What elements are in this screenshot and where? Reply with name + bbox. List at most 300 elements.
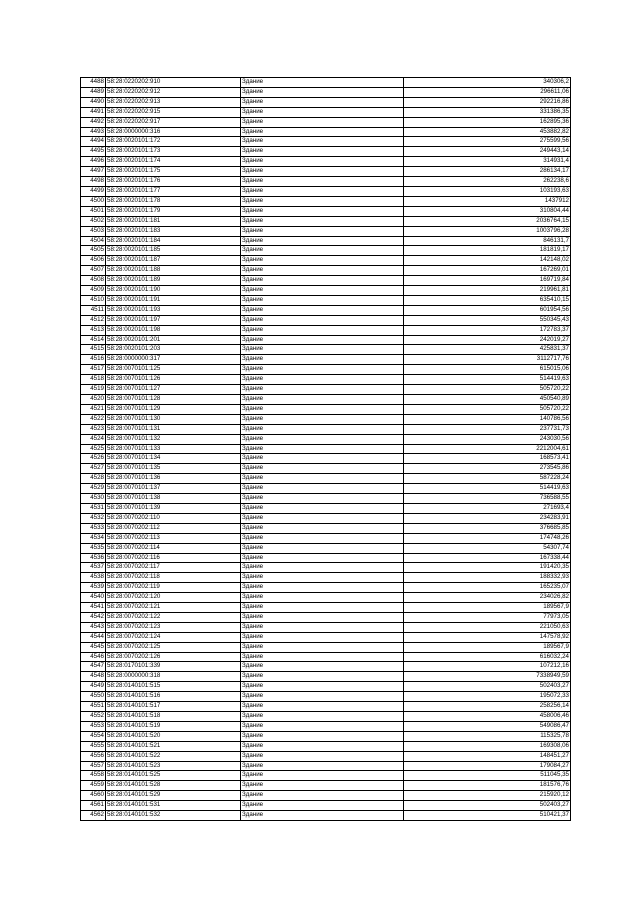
row-number: 4531 <box>81 503 106 513</box>
cadastral-value: 458006,46 <box>404 712 571 722</box>
cadastral-number: 58:28:0020101:177 <box>106 186 241 196</box>
object-type: Здание <box>241 702 404 712</box>
cadastral-number: 58:28:0070202:113 <box>106 533 241 543</box>
cadastral-value: 188332,93 <box>404 573 571 583</box>
object-type: Здание <box>241 632 404 642</box>
table-row <box>81 305 571 315</box>
object-type: Здание <box>241 157 404 167</box>
cadastral-number: 58:28:0020101:198 <box>106 325 241 335</box>
row-number: 4502 <box>81 216 106 226</box>
table-row <box>81 276 571 286</box>
cadastral-number: 58:28:0070101:137 <box>106 484 241 494</box>
object-type: Здание <box>241 444 404 454</box>
object-type: Здание <box>241 167 404 177</box>
cadastral-value: 2036764,15 <box>404 216 571 226</box>
cadastral-value: 7338949,59 <box>404 672 571 682</box>
cadastral-number: 58:28:0020101:203 <box>106 345 241 355</box>
cadastral-value: 262238,6 <box>404 177 571 187</box>
object-type: Здание <box>241 434 404 444</box>
table-row <box>81 721 571 731</box>
object-type: Здание <box>241 236 404 246</box>
cadastral-number: 58:28:0020101:175 <box>106 167 241 177</box>
table-row <box>81 751 571 761</box>
cadastral-number: 58:28:0020101:183 <box>106 226 241 236</box>
object-type: Здание <box>241 543 404 553</box>
cadastral-number: 58:28:0020101:187 <box>106 256 241 266</box>
row-number: 4561 <box>81 801 106 811</box>
row-number: 4529 <box>81 484 106 494</box>
table-row <box>81 474 571 484</box>
object-type: Здание <box>241 335 404 345</box>
row-number: 4548 <box>81 672 106 682</box>
cadastral-value: 511045,35 <box>404 771 571 781</box>
object-type: Здание <box>241 305 404 315</box>
cadastral-value: 453882,82 <box>404 127 571 137</box>
cadastral-value: 54307,74 <box>404 543 571 553</box>
object-type: Здание <box>241 682 404 692</box>
object-type: Здание <box>241 494 404 504</box>
cadastral-value: 550345,43 <box>404 315 571 325</box>
cadastral-number: 58:28:0140101:520 <box>106 731 241 741</box>
cadastral-value: 314931,4 <box>404 157 571 167</box>
object-type: Здание <box>241 751 404 761</box>
object-type: Здание <box>241 196 404 206</box>
cadastral-number: 58:28:0070202:118 <box>106 573 241 583</box>
object-type: Здание <box>241 553 404 563</box>
cadastral-value: 635410,15 <box>404 295 571 305</box>
table-row <box>81 147 571 157</box>
cadastral-number: 58:28:0070101:126 <box>106 375 241 385</box>
table-row <box>81 404 571 414</box>
object-type: Здание <box>241 791 404 801</box>
row-number: 4490 <box>81 97 106 107</box>
object-type: Здание <box>241 216 404 226</box>
row-number: 4493 <box>81 127 106 137</box>
cadastral-number: 58:28:0070202:124 <box>106 632 241 642</box>
cadastral-value: 234283,91 <box>404 513 571 523</box>
cadastral-value: 271693,4 <box>404 503 571 513</box>
row-number: 4553 <box>81 721 106 731</box>
cadastral-value: 601954,56 <box>404 305 571 315</box>
row-number: 4557 <box>81 761 106 771</box>
cadastral-value: 181819,17 <box>404 246 571 256</box>
cadastral-value: 165235,07 <box>404 583 571 593</box>
object-type: Здание <box>241 712 404 722</box>
table-row <box>81 543 571 553</box>
cadastral-value: 331386,35 <box>404 107 571 117</box>
cadastral-number: 58:28:0070101:136 <box>106 474 241 484</box>
cadastral-number: 58:28:0070202:123 <box>106 622 241 632</box>
table-row <box>81 177 571 187</box>
cadastral-value: 296611,06 <box>404 87 571 97</box>
table-row <box>81 563 571 573</box>
cadastral-value: 292216,86 <box>404 97 571 107</box>
row-number: 4546 <box>81 652 106 662</box>
cadastral-value: 162895,36 <box>404 117 571 127</box>
cadastral-number: 58:28:0000000:316 <box>106 127 241 137</box>
row-number: 4520 <box>81 395 106 405</box>
table-row <box>81 692 571 702</box>
object-type: Здание <box>241 721 404 731</box>
object-type: Здание <box>241 454 404 464</box>
object-type: Здание <box>241 573 404 583</box>
cadastral-value: 310804,44 <box>404 206 571 216</box>
cadastral-number: 58:28:0020101:190 <box>106 286 241 296</box>
table-row <box>81 513 571 523</box>
table-row <box>81 167 571 177</box>
table-row <box>81 583 571 593</box>
cadastral-number: 58:28:0070101:134 <box>106 454 241 464</box>
row-number: 4516 <box>81 355 106 365</box>
object-type: Здание <box>241 177 404 187</box>
row-number: 4523 <box>81 424 106 434</box>
object-type: Здание <box>241 672 404 682</box>
cadastral-number: 58:28:0070101:133 <box>106 444 241 454</box>
object-type: Здание <box>241 107 404 117</box>
cadastral-number: 58:28:0070101:128 <box>106 395 241 405</box>
cadastral-value: 179084,27 <box>404 761 571 771</box>
cadastral-value: 615015,06 <box>404 365 571 375</box>
row-number: 4506 <box>81 256 106 266</box>
cadastral-number: 58:28:0020101:172 <box>106 137 241 147</box>
row-number: 4508 <box>81 276 106 286</box>
table-row <box>81 712 571 722</box>
row-number: 4533 <box>81 523 106 533</box>
table-row <box>81 503 571 513</box>
cadastral-value: 258256,14 <box>404 702 571 712</box>
cadastral-number: 58:28:0140101:523 <box>106 761 241 771</box>
cadastral-number: 58:28:0070202:114 <box>106 543 241 553</box>
cadastral-number: 58:28:0070101:131 <box>106 424 241 434</box>
table-row <box>81 642 571 652</box>
table-row <box>81 652 571 662</box>
cadastral-number: 58:28:0070202:126 <box>106 652 241 662</box>
cadastral-value: 2212004,61 <box>404 444 571 454</box>
row-number: 4511 <box>81 305 106 315</box>
cadastral-number: 58:28:0070101:127 <box>106 385 241 395</box>
cadastral-number: 58:28:0140101:529 <box>106 791 241 801</box>
cadastral-value: 1437912 <box>404 196 571 206</box>
table-row <box>81 801 571 811</box>
object-type: Здание <box>241 97 404 107</box>
table-row <box>81 533 571 543</box>
table-row <box>81 761 571 771</box>
cadastral-value: 234026,82 <box>404 593 571 603</box>
object-type: Здание <box>241 286 404 296</box>
table-row <box>81 395 571 405</box>
row-number: 4524 <box>81 434 106 444</box>
cadastral-value: 505720,22 <box>404 404 571 414</box>
cadastral-value: 340306,2 <box>404 78 571 88</box>
object-type: Здание <box>241 266 404 276</box>
table-row <box>81 672 571 682</box>
row-number: 4499 <box>81 186 106 196</box>
table-row <box>81 315 571 325</box>
table-row <box>81 117 571 127</box>
object-type: Здание <box>241 652 404 662</box>
cadastral-number: 58:28:0220202:912 <box>106 87 241 97</box>
table-row <box>81 682 571 692</box>
cadastral-value: 286134,17 <box>404 167 571 177</box>
row-number: 4491 <box>81 107 106 117</box>
cadastral-value: 273545,86 <box>404 464 571 474</box>
object-type: Здание <box>241 345 404 355</box>
row-number: 4528 <box>81 474 106 484</box>
object-type: Здание <box>241 78 404 88</box>
object-type: Здание <box>241 365 404 375</box>
cadastral-value: 243030,56 <box>404 434 571 444</box>
object-type: Здание <box>241 385 404 395</box>
cadastral-value: 142148,02 <box>404 256 571 266</box>
table-row <box>81 771 571 781</box>
row-number: 4526 <box>81 454 106 464</box>
cadastral-number: 58:28:0140101:519 <box>106 721 241 731</box>
cadastral-value: 736588,55 <box>404 494 571 504</box>
cadastral-number: 58:28:0220202:917 <box>106 117 241 127</box>
cadastral-value: 514419,63 <box>404 375 571 385</box>
cadastral-value: 237731,73 <box>404 424 571 434</box>
table-row <box>81 335 571 345</box>
object-type: Здание <box>241 781 404 791</box>
cadastral-number: 58:28:0020101:185 <box>106 246 241 256</box>
row-number: 4496 <box>81 157 106 167</box>
object-type: Здание <box>241 186 404 196</box>
cadastral-number: 58:28:0070202:117 <box>106 563 241 573</box>
cadastral-number: 58:28:0220202:913 <box>106 97 241 107</box>
cadastral-number: 58:28:0140101:525 <box>106 771 241 781</box>
table-row <box>81 127 571 137</box>
cadastral-value: 1003796,28 <box>404 226 571 236</box>
cadastral-number: 58:28:0020101:188 <box>106 266 241 276</box>
cadastral-value: 514419,63 <box>404 484 571 494</box>
cadastral-number: 58:28:0020101:201 <box>106 335 241 345</box>
cadastral-number: 58:28:0020101:197 <box>106 315 241 325</box>
table-row <box>81 424 571 434</box>
object-type: Здание <box>241 87 404 97</box>
cadastral-number: 58:28:0140101:517 <box>106 702 241 712</box>
cadastral-number: 58:28:0070202:119 <box>106 583 241 593</box>
row-number: 4551 <box>81 702 106 712</box>
row-number: 4495 <box>81 147 106 157</box>
cadastral-number: 58:28:0070101:132 <box>106 434 241 444</box>
row-number: 4541 <box>81 603 106 613</box>
row-number: 4535 <box>81 543 106 553</box>
object-type: Здание <box>241 731 404 741</box>
row-number: 4498 <box>81 177 106 187</box>
cadastral-value: 425831,37 <box>404 345 571 355</box>
cadastral-value: 140786,56 <box>404 414 571 424</box>
object-type: Здание <box>241 612 404 622</box>
cadastral-value: 587228,24 <box>404 474 571 484</box>
cadastral-value: 168573,41 <box>404 454 571 464</box>
table-row <box>81 811 571 821</box>
table-row <box>81 216 571 226</box>
object-type: Здание <box>241 662 404 672</box>
cadastral-value: 502403,27 <box>404 682 571 692</box>
cadastral-number: 58:28:0070202:112 <box>106 523 241 533</box>
cadastral-value: 3112717,76 <box>404 355 571 365</box>
cadastral-value: 450540,89 <box>404 395 571 405</box>
cadastral-number: 58:28:0020101:179 <box>106 206 241 216</box>
cadastral-value: 189567,9 <box>404 642 571 652</box>
cadastral-value: 376685,85 <box>404 523 571 533</box>
table-row <box>81 622 571 632</box>
cadastral-value: 103193,63 <box>404 186 571 196</box>
cadastral-value: 148451,27 <box>404 751 571 761</box>
cadastral-value: 169308,06 <box>404 741 571 751</box>
object-type: Здание <box>241 424 404 434</box>
object-type: Здание <box>241 414 404 424</box>
table-row <box>81 355 571 365</box>
cadastral-value: 510421,37 <box>404 811 571 821</box>
row-number: 4501 <box>81 206 106 216</box>
row-number: 4525 <box>81 444 106 454</box>
table-row <box>81 345 571 355</box>
table-row <box>81 78 571 88</box>
row-number: 4515 <box>81 345 106 355</box>
row-number: 4554 <box>81 731 106 741</box>
row-number: 4507 <box>81 266 106 276</box>
cadastral-value: 107212,16 <box>404 662 571 672</box>
table-row <box>81 603 571 613</box>
row-number: 4519 <box>81 385 106 395</box>
row-number: 4522 <box>81 414 106 424</box>
object-type: Здание <box>241 127 404 137</box>
object-type: Здание <box>241 642 404 652</box>
cadastral-value: 115325,78 <box>404 731 571 741</box>
cadastral-number: 58:28:0070202:125 <box>106 642 241 652</box>
row-number: 4543 <box>81 622 106 632</box>
table-row <box>81 137 571 147</box>
cadastral-value: 189567,9 <box>404 603 571 613</box>
cadastral-value: 221050,63 <box>404 622 571 632</box>
cadastral-number: 58:28:0140101:528 <box>106 781 241 791</box>
cadastral-value: 242019,27 <box>404 335 571 345</box>
cadastral-number: 58:28:0020101:181 <box>106 216 241 226</box>
cadastral-value: 169719,84 <box>404 276 571 286</box>
object-type: Здание <box>241 523 404 533</box>
row-number: 4562 <box>81 811 106 821</box>
table-row <box>81 484 571 494</box>
row-number: 4556 <box>81 751 106 761</box>
cadastral-number: 58:28:0070101:125 <box>106 365 241 375</box>
cadastral-number: 58:28:0140101:518 <box>106 712 241 722</box>
row-number: 4544 <box>81 632 106 642</box>
cadastral-value: 616032,24 <box>404 652 571 662</box>
row-number: 4555 <box>81 741 106 751</box>
cadastral-value: 846131,7 <box>404 236 571 246</box>
table-row <box>81 365 571 375</box>
cadastral-number: 58:28:0070202:110 <box>106 513 241 523</box>
cadastral-number: 58:28:0020101:189 <box>106 276 241 286</box>
object-type: Здание <box>241 603 404 613</box>
object-type: Здание <box>241 276 404 286</box>
row-number: 4545 <box>81 642 106 652</box>
cadastral-value: 174748,26 <box>404 533 571 543</box>
row-number: 4503 <box>81 226 106 236</box>
table-row <box>81 523 571 533</box>
row-number: 4512 <box>81 315 106 325</box>
table-row <box>81 553 571 563</box>
cadastral-value: 147578,92 <box>404 632 571 642</box>
cadastral-number: 58:28:0020101:191 <box>106 295 241 305</box>
table-row <box>81 157 571 167</box>
cadastral-value: 167269,01 <box>404 266 571 276</box>
row-number: 4558 <box>81 771 106 781</box>
table-row <box>81 87 571 97</box>
row-number: 4540 <box>81 593 106 603</box>
cadastral-number: 58:28:0020101:176 <box>106 177 241 187</box>
table-row <box>81 186 571 196</box>
cadastral-value: 167338,44 <box>404 553 571 563</box>
table-row <box>81 97 571 107</box>
cadastral-number: 58:28:0020101:174 <box>106 157 241 167</box>
object-type: Здание <box>241 474 404 484</box>
cadastral-value: 195072,33 <box>404 692 571 702</box>
table-row <box>81 266 571 276</box>
object-type: Здание <box>241 622 404 632</box>
cadastral-number: 58:28:0140101:521 <box>106 741 241 751</box>
table-body <box>81 78 571 821</box>
object-type: Здание <box>241 404 404 414</box>
cadastral-number: 58:28:0070202:116 <box>106 553 241 563</box>
cadastral-number: 58:28:0020101:184 <box>106 236 241 246</box>
cadastral-number: 58:28:0070202:121 <box>106 603 241 613</box>
object-type: Здание <box>241 533 404 543</box>
table-row <box>81 385 571 395</box>
cadastral-number: 58:28:0070101:138 <box>106 494 241 504</box>
object-type: Здание <box>241 593 404 603</box>
cadastral-value: 549086,47 <box>404 721 571 731</box>
table-row <box>81 107 571 117</box>
table-row <box>81 662 571 672</box>
cadastral-value: 505720,22 <box>404 385 571 395</box>
cadastral-value-table <box>80 77 571 821</box>
object-type: Здание <box>241 583 404 593</box>
cadastral-value: 181576,76 <box>404 781 571 791</box>
row-number: 4559 <box>81 781 106 791</box>
object-type: Здание <box>241 375 404 385</box>
table-row <box>81 612 571 622</box>
row-number: 4513 <box>81 325 106 335</box>
cadastral-number: 58:28:0020101:178 <box>106 196 241 206</box>
row-number: 4497 <box>81 167 106 177</box>
object-type: Здание <box>241 315 404 325</box>
row-number: 4517 <box>81 365 106 375</box>
table-row <box>81 286 571 296</box>
object-type: Здание <box>241 503 404 513</box>
object-type: Здание <box>241 741 404 751</box>
cadastral-value: 219961,81 <box>404 286 571 296</box>
object-type: Здание <box>241 464 404 474</box>
table-row <box>81 325 571 335</box>
table-row <box>81 632 571 642</box>
object-type: Здание <box>241 226 404 236</box>
cadastral-number: 58:28:0140101:516 <box>106 692 241 702</box>
object-type: Здание <box>241 295 404 305</box>
table-row <box>81 414 571 424</box>
cadastral-number: 58:28:0020101:193 <box>106 305 241 315</box>
object-type: Здание <box>241 811 404 821</box>
table-row <box>81 573 571 583</box>
row-number: 4539 <box>81 583 106 593</box>
row-number: 4504 <box>81 236 106 246</box>
cadastral-number: 58:28:0140101:531 <box>106 801 241 811</box>
table-row <box>81 781 571 791</box>
object-type: Здание <box>241 117 404 127</box>
object-type: Здание <box>241 246 404 256</box>
cadastral-number: 58:28:0070101:135 <box>106 464 241 474</box>
